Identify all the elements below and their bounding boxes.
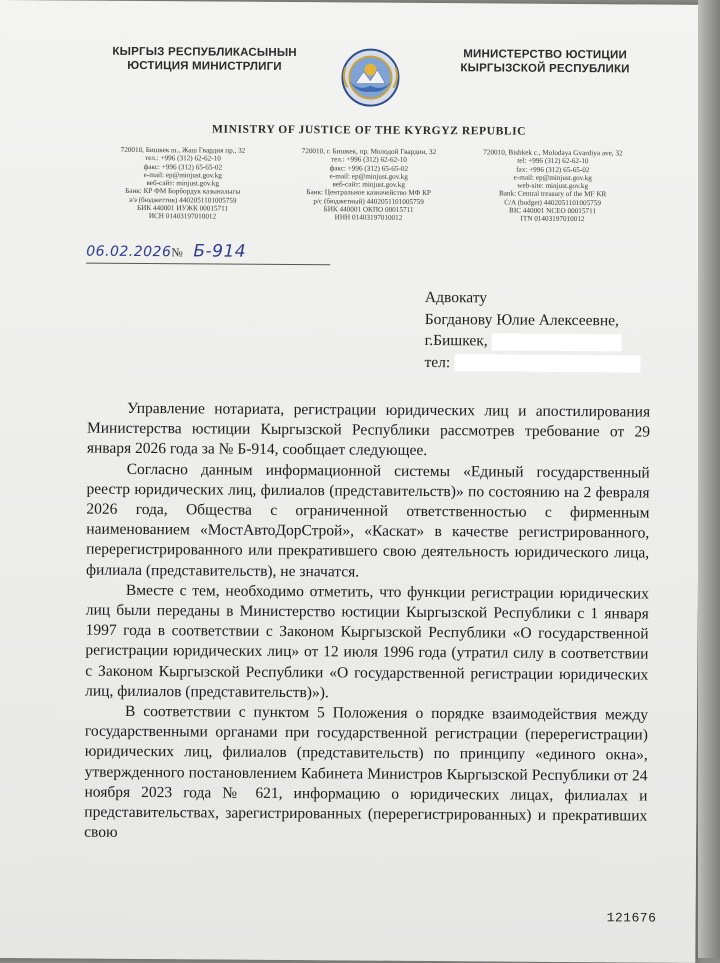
contact-line: Bank: Central treasury of the MF KR bbox=[498, 189, 607, 199]
contact-line: э/э (бюджеттик) 4402051101005759 bbox=[128, 195, 237, 205]
contacts-russian bbox=[288, 147, 449, 223]
contact-line: Банк: Центральное казначейство МФ КР bbox=[306, 188, 431, 198]
contact-line: ITN 01403197010012 bbox=[520, 215, 585, 224]
header-kyrgyz-title bbox=[89, 45, 319, 75]
outgoing-date-number bbox=[86, 241, 246, 262]
addressee-block bbox=[424, 287, 640, 375]
contact-line: web-site: minjust.gov.kg bbox=[517, 181, 589, 191]
contacts-kyrgyz bbox=[102, 146, 263, 222]
contact-line: БИК 440001 ИУЖК 00015711 bbox=[136, 204, 229, 213]
document-serial-number: 121676 bbox=[606, 910, 657, 926]
contact-line: fax: +996 (312) 65-65-02 bbox=[516, 165, 590, 174]
kyrgyz-coat-of-arms-icon bbox=[333, 47, 407, 108]
body-paragraph: В соответствии с пунктом 5 Положения о порядке взаимодействия между государственными органами при государственной регистрации (перерегистрации) юридических лиц, филиалов (представительств) по принципу «единого окна», утвержденного постановлением Кабинета Министров Кыргызской Республики от 24 ноября 2023 года № 621, информацию о юридических лицах, филиалах и представительствах, зарегистрированных (перерегистрированных) и прекративших свою bbox=[84, 702, 649, 842]
header-russian-line: КЫРГЫЗСКОЙ РЕСПУБЛИКИ bbox=[460, 62, 630, 76]
contact-line: веб-сайт: minjust.gov.kg bbox=[146, 179, 220, 188]
body-paragraph: Вместе с тем, необходимо отметить, что функции регистрации юридических лиц были переданы в Министерство юстиции Кыргызской Республики с 1 января 1997 года в соответствии с Законом Кыргызской Республики «О государственной регистрации юридических лиц» от 12 июля 1996 года (утратил силу в соответствии с Законом Кыргызской Республики «О государственной регистрации юридических лиц, филиалов (представительств)»). bbox=[85, 581, 649, 702]
contact-line: р/с (бюджетный) 4402051101005759 bbox=[313, 196, 424, 206]
body-paragraph: Согласно данным информационной системы «Единый государственный реестр юридических лиц, филиалов (представительств)» по состоянию на 2 февраля 2026 года, Общества с ограниченной ответственностью с фирменным наименованием «МостАвтоДорСтрой», «Каскат» в качестве регистрированного, перерегистрированного или прекратившего свою деятельность юридического лица, филиала (представительств), не значатся. bbox=[85, 460, 650, 581]
contact-line: ИСН 01403197010012 bbox=[148, 212, 217, 221]
addressee-phone-label: тел: bbox=[424, 353, 451, 371]
body-paragraph: Управление нотариата, регистрации юридических лиц и апостилирования Министерства юстиции Кыргызской Республики рассмотрев требование от 29 января 2026 года за № Б-914, сообщает следующее. bbox=[86, 399, 651, 460]
redaction-box bbox=[491, 333, 621, 351]
addressee-line: Адвокату bbox=[424, 288, 488, 307]
contact-line: веб-сайт: minjust.gov.kg bbox=[332, 180, 405, 190]
header-kyrgyz-line: КЫРГЫЗ РЕСПУБЛИКАСЫНЫН bbox=[112, 45, 297, 60]
contact-line: БИК 440001 ОКПО 00015711 bbox=[323, 205, 414, 214]
contact-line: 720010, Бишкек ш., Жаш Гвардия пр., 32 bbox=[120, 145, 246, 155]
contact-line: tel: +996 (312) 62-62-10 bbox=[517, 156, 589, 166]
contact-line: BIC 440001 NCEO 00015711 bbox=[509, 206, 597, 216]
contact-line: C/A (budget) 4402051101005759 bbox=[504, 198, 602, 207]
redaction-box bbox=[454, 355, 640, 373]
contact-line: e-mail: ep@minjust.gov.kg bbox=[329, 172, 408, 181]
desk-background-edge bbox=[698, 0, 720, 958]
contact-line: тел.: +996 (312) 62-62-10 bbox=[330, 155, 407, 165]
outgoing-date: 06.02.2026 bbox=[86, 243, 172, 261]
header-kyrgyz-line: ЮСТИЦИЯ МИНИСТРЛИГИ bbox=[127, 59, 282, 73]
header-russian-line: МИНИСТЕРСТВО ЮСТИЦИИ bbox=[463, 48, 627, 62]
contact-line: ИНН 01403197010012 bbox=[334, 213, 403, 223]
outgoing-number: Б-914 bbox=[193, 241, 247, 262]
date-underline bbox=[86, 263, 330, 266]
header-russian-title bbox=[437, 47, 652, 77]
contact-line: e-mail: ep@minjust.gov.kg bbox=[513, 173, 592, 183]
contact-line: 720010, Bishkek c., Molodaya Gvardiya ave, 32 bbox=[483, 148, 623, 158]
contact-line: факс: +996 (312) 65-65-02 bbox=[143, 162, 223, 172]
contact-line: факс: +996 (312) 65-65-02 bbox=[329, 163, 409, 173]
contact-line: e-mail: ep@minjust.gov.kg bbox=[143, 170, 222, 180]
number-sign: № bbox=[171, 245, 184, 260]
letter-body bbox=[84, 399, 650, 847]
contact-line: Банк: КР ФМ Борбордук казыналыгы bbox=[125, 187, 241, 197]
contact-line: 720010, г. Бишкек, пр. Молодой Гвардии, 32 bbox=[301, 147, 437, 157]
contact-line: тел.: +996 (312) 62-62-10 bbox=[144, 154, 221, 163]
addressee-line: Богданову Юлие Алексеевне, bbox=[424, 310, 619, 329]
ministry-english-title: MINISTRY OF JUSTICE OF THE KYRGYZ REPUBLIC bbox=[212, 123, 527, 138]
addressee-city: г.Бишкек, bbox=[424, 331, 488, 350]
contacts-english bbox=[472, 148, 633, 224]
